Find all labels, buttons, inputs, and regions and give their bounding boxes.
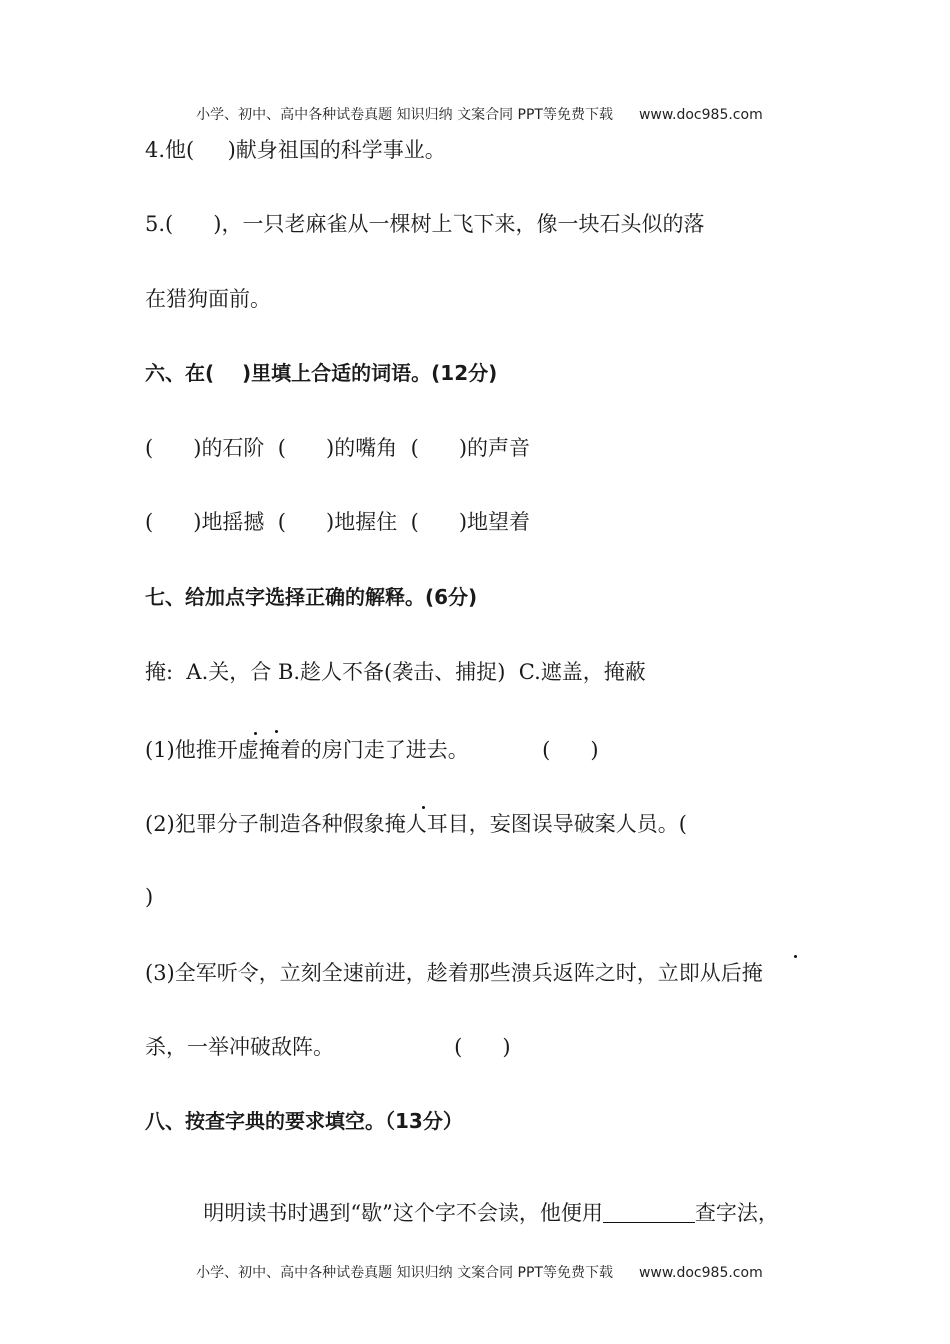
question-5-line-2: 在猎狗面前。	[145, 287, 271, 311]
page-footer	[0, 1246, 950, 1282]
section-8-text-end: 查字法，	[694, 1201, 779, 1225]
answer-blank[interactable]	[603, 1200, 695, 1223]
page-header	[0, 88, 950, 124]
header-text: 小学、初中、高中各种试卷真题 知识归纳 文案合同 PPT等免费下载	[196, 107, 613, 123]
section-8-text-start: 明明读书时遇到“歇”这个字不会读，他便用	[203, 1201, 603, 1225]
emphasis-dot	[794, 955, 797, 958]
section-7-title: 七、给加点字选择正确的解释。(6分)	[145, 585, 478, 609]
section-6-row-2: ( )地摇撼 ( )地握住 ( )地望着	[145, 510, 531, 534]
header-url: www.doc985.com	[638, 107, 763, 123]
section-7-options: 掩: A.关，合 B.趁人不备(袭击、捕捉) C.遮盖，掩蔽	[145, 660, 646, 684]
section-7-question-3-line-1: (3)全军听令，立刻全速前进，趁着那些溃兵返阵之时，立即从后掩	[145, 961, 763, 985]
footer-url: www.doc985.com	[638, 1265, 763, 1281]
section-7-question-1: (1)他推开虚掩着的房门走了进去。 ( )	[145, 738, 599, 762]
question-4: 4.他( )献身祖国的科学事业。	[145, 138, 446, 162]
section-7-question-2-line-2: )	[145, 885, 154, 909]
section-6-title: 六、在( )里填上合适的词语。(12分)	[145, 361, 498, 385]
emphasis-dot	[275, 730, 278, 733]
section-6-row-1: ( )的石阶 ( )的嘴角 ( )的声音	[145, 436, 531, 460]
section-8-text	[190, 1168, 779, 1228]
footer-text: 小学、初中、高中各种试卷真题 知识归纳 文案合同 PPT等免费下载	[196, 1265, 613, 1281]
section-8-title: 八、按查字典的要求填空。（13分）	[145, 1109, 463, 1133]
section-7-question-2-line-1: (2)犯罪分子制造各种假象掩人耳目，妄图误导破案人员。(	[145, 812, 687, 836]
question-5-line-1: 5.( )，一只老麻雀从一棵树上飞下来，像一块石头似的落	[145, 212, 705, 236]
section-7-question-3-line-2: 杀，一举冲破敌阵。 ( )	[145, 1035, 511, 1059]
